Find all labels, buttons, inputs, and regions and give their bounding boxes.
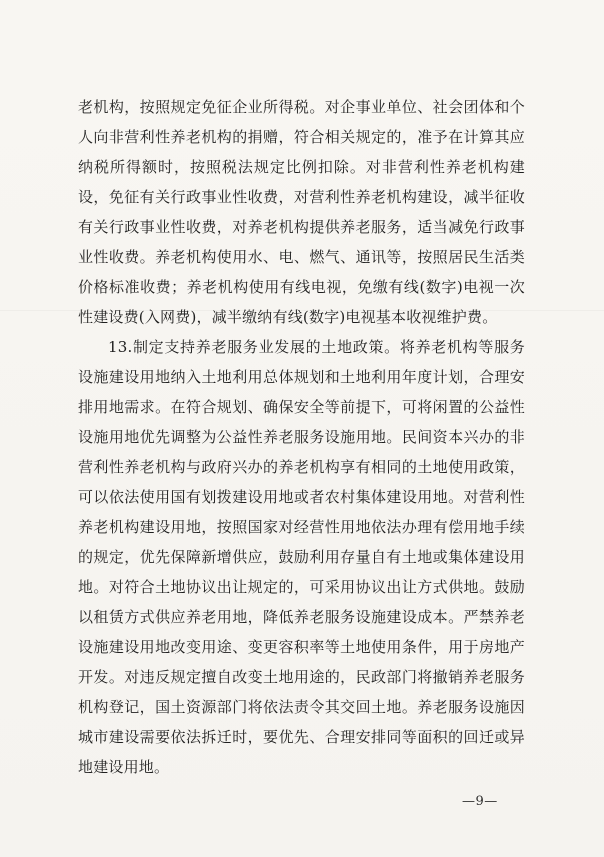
page-number: —9— bbox=[462, 794, 498, 809]
policy-paragraph-continued: 老机构，按照规定免征企业所得税。对企事业单位、社会团体和个人向非营利性养老机构的捐赠，符合相关规定的，准予在计算其应纳税所得额时，按照税法规定比例扣除。对非营利性养老机构建设，免征有关行政事业性收费，对营利性养老机构建设，减半征收有关行政事业性收费，对养老机构提供养老服务，适当减免行政事业性收费。养老机构使用水、电、燃气、通讯等，按照居民生活类价格标准收费；养老机构使用有线电视，免缴有线(数字)电视一次性建设费(入网费)，减半缴纳有线(数字)电视基本收视维护费。 bbox=[78, 98, 525, 326]
document-body bbox=[78, 92, 525, 782]
policy-paragraph-13: 13.制定支持养老服务业发展的土地政策。将养老机构等服务设施建设用地纳入土地利用总体规划和土地利用年度计划，合理安排用地需求。在符合规划、确保安全等前提下，可将闲置的公益性设施用地优先调整为公益性养老服务设施用地。民间资本兴办的非营利性养老机构与政府兴办的养老机构享有相同的土地使用政策，可以依法使用国有划拨建设用地或者农村集体建设用地。对营利性养老机构建设用地，按照国家对经营性用地依法办理有偿用地手续的规定，优先保障新增供应，鼓励利用存量自有土地或集体建设用地。对符合土地协议出让规定的，可采用协议出让方式供地。鼓励以租赁方式供应养老用地，降低养老服务设施建设成本。严禁养老设施建设用地改变用途、变更容积率等土地使用条件，用于房地产开发。对违反规定擅自改变土地用途的，民政部门将撤销养老服务机构登记，国土资源部门将依法责令其交回土地。养老服务设施因城市建设需要依法拆迁时，要优先、合理安排同等面积的回迁或异地建设用地。 bbox=[78, 338, 525, 776]
